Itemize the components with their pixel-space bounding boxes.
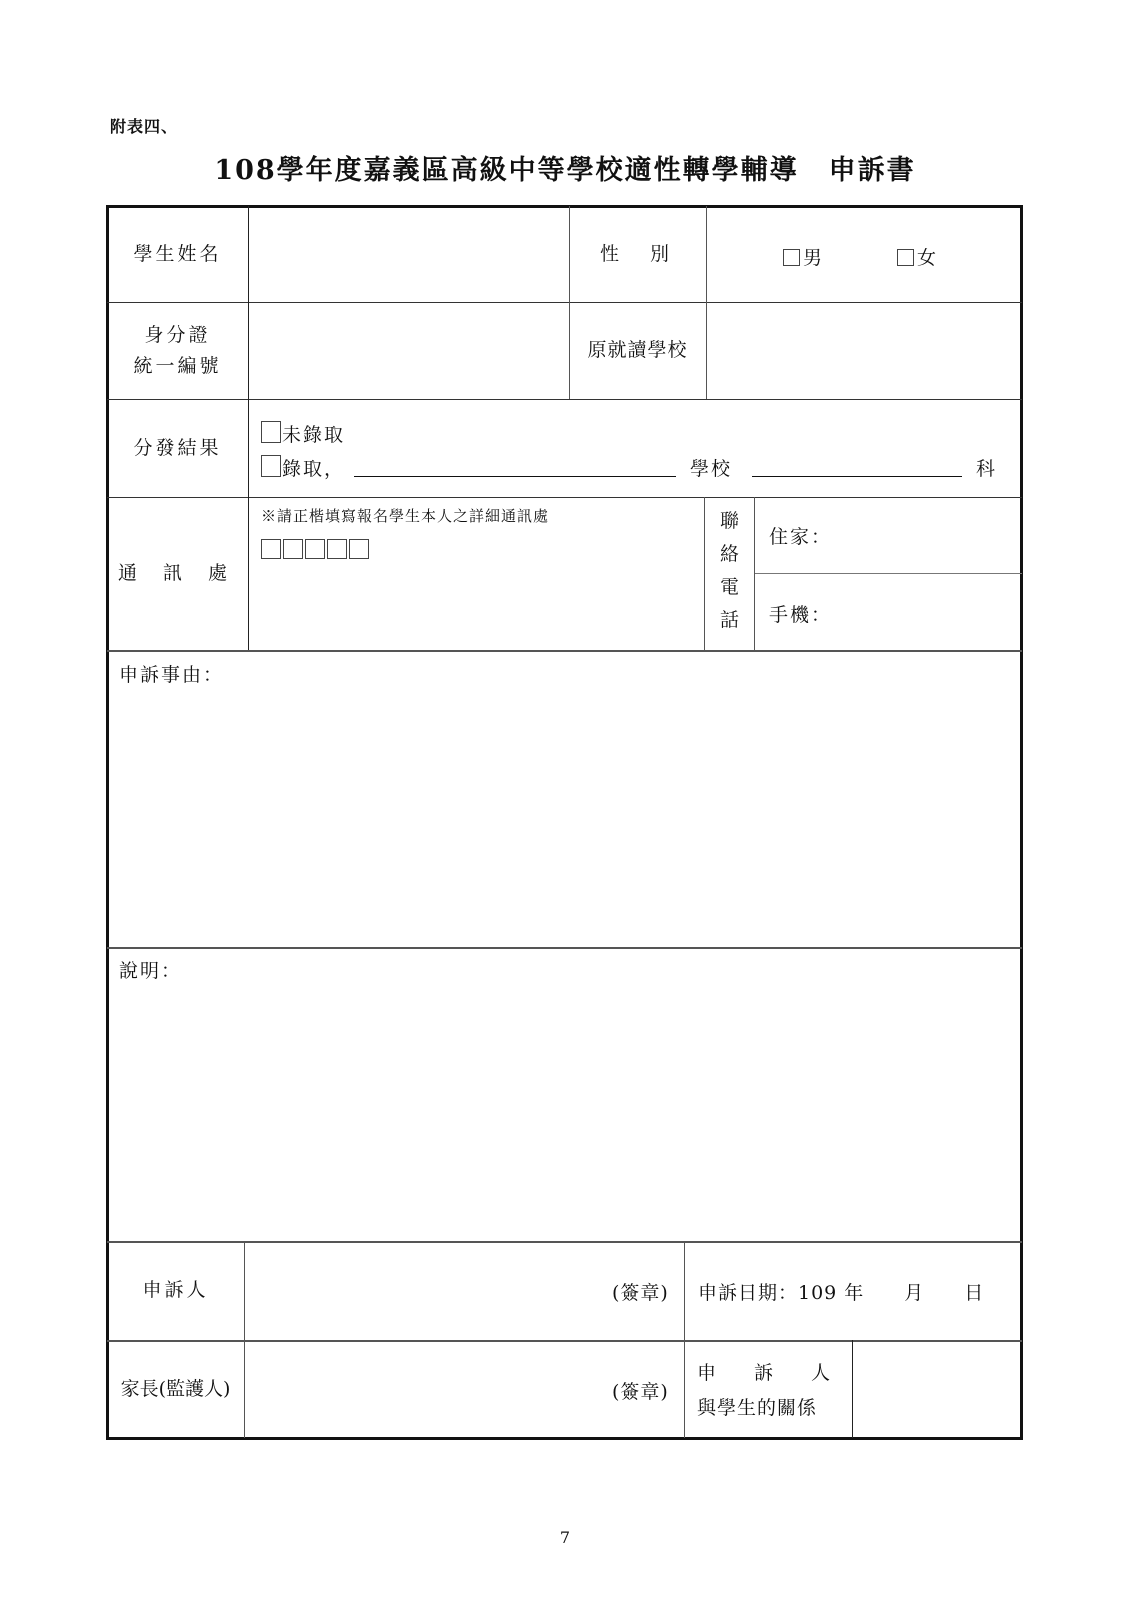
placement-label: 分發結果 (133, 436, 222, 459)
male-label: 男 (803, 247, 825, 269)
explanation-field[interactable] (110, 986, 1018, 1238)
address-label: 通 訊 處 (117, 562, 238, 584)
title-doc: 申訴書 (828, 155, 916, 186)
relationship-field[interactable] (854, 1343, 1018, 1436)
guardian-signature-mark: (簽章) (612, 1381, 669, 1403)
female-label: 女 (917, 247, 939, 269)
row-divider (107, 650, 1022, 652)
placement-admitted-option[interactable] (261, 454, 345, 481)
dept-suffix: 科 (976, 458, 998, 480)
col-divider (706, 206, 707, 399)
relationship-label-line1: 申 訴 人 (697, 1362, 831, 1384)
complainant-signature-mark: (簽章) (612, 1282, 669, 1304)
admitted-school-input[interactable] (354, 454, 676, 477)
col-divider (244, 1241, 245, 1438)
phone-row-divider (755, 573, 1022, 574)
student-name-field[interactable] (250, 208, 568, 301)
phone-label-char: 聯 (719, 510, 739, 532)
col-divider (852, 1340, 853, 1438)
complainant-label: 申訴人 (142, 1279, 209, 1301)
mobile-phone-label: 手機： (769, 604, 833, 626)
not-admitted-label: 未錄取 (282, 424, 346, 446)
id-number-label (107, 302, 248, 399)
explanation-label: 說明： (119, 960, 183, 982)
female-checkbox[interactable] (897, 249, 914, 266)
complaint-reason-field[interactable] (110, 690, 1018, 944)
gender-male-option[interactable] (783, 243, 824, 270)
table-right-border (1020, 205, 1023, 1440)
complaint-reason-label: 申訴事由： (119, 664, 225, 686)
col-divider (684, 1241, 685, 1438)
home-phone-field[interactable] (830, 500, 1018, 570)
id-number-field[interactable] (250, 304, 568, 398)
admitted-dept-input[interactable] (752, 454, 962, 477)
phone-label-char: 話 (719, 609, 739, 631)
not-admitted-checkbox[interactable] (261, 421, 281, 443)
zip-digit-box[interactable] (283, 539, 303, 559)
address-field[interactable] (250, 565, 702, 647)
guardian-label: 家長(監護人) (120, 1377, 231, 1400)
col-divider (248, 206, 249, 650)
complaint-date[interactable]: 申訴日期：109 年 月 日 (698, 1282, 985, 1304)
relationship-label-line2: 與學生的關係 (697, 1397, 818, 1419)
col-divider (754, 497, 755, 650)
admitted-label: 錄取， (282, 458, 346, 480)
admitted-checkbox[interactable] (261, 455, 281, 477)
page-number: 7 (559, 1528, 571, 1547)
home-phone-label: 住家： (769, 526, 833, 548)
zip-digit-box[interactable] (327, 539, 347, 559)
phone-label-char: 絡 (719, 543, 739, 565)
gender-female-option[interactable] (897, 243, 938, 270)
placement-not-admitted-option[interactable] (261, 420, 345, 447)
zip-code-boxes[interactable] (261, 539, 371, 563)
original-school-field[interactable] (708, 304, 1020, 398)
school-suffix: 學校 (690, 458, 733, 480)
title-main: 108學年度嘉義區高級中等學校適性轉學輔導 (214, 155, 799, 186)
page-title (0, 148, 1130, 187)
phone-label-char: 電 (719, 576, 739, 598)
gender-label: 性 別 (599, 242, 675, 265)
id-label-line1: 身分證 (144, 323, 211, 346)
zip-digit-box[interactable] (261, 539, 281, 559)
zip-digit-box[interactable] (305, 539, 325, 559)
student-name-label: 學生姓名 (133, 242, 222, 265)
annex-label: 附表四、 (110, 117, 179, 136)
original-school-label: 原就讀學校 (587, 339, 688, 361)
zip-digit-box[interactable] (349, 539, 369, 559)
contact-phone-label (705, 505, 754, 637)
mobile-phone-field[interactable] (830, 576, 1018, 648)
id-label-line2: 統一編號 (133, 354, 222, 377)
male-checkbox[interactable] (783, 249, 800, 266)
row-divider (107, 947, 1022, 949)
address-note: ※請正楷填寫報名學生本人之詳細通訊處 (261, 507, 550, 525)
